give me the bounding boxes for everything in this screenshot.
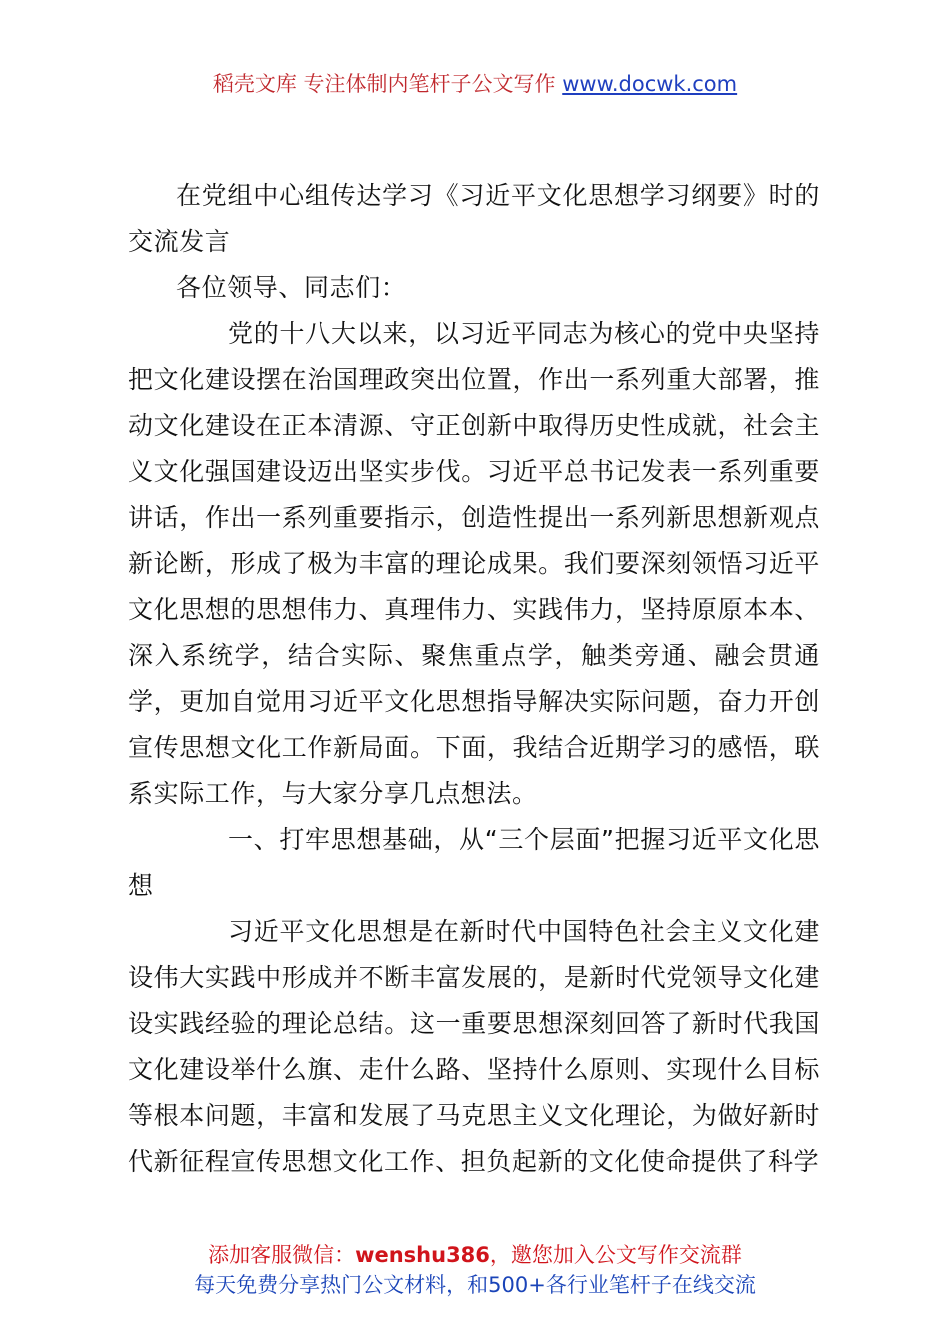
footer-wechat-id: wenshu386 [355,1243,490,1267]
footer-wechat-prefix: 添加客服微信： [208,1243,356,1267]
page-footer [0,1240,950,1300]
footer-wechat-line [0,1240,950,1270]
document-title: 在党组中心组传达学习《习近平文化思想学习纲要》时的交流发言 [128,181,820,256]
header-website-link[interactable]: www.docwk.com [562,72,738,96]
document-body [128,173,820,1185]
section-heading-1: 一、打牢思想基础，从“三个层面”把握习近平文化思想 [128,825,820,900]
footer-share-line: 每天免费分享热门公文材料，和500+各行业笔杆子在线交流 [194,1273,756,1297]
greeting: 各位领导、同志们： [176,273,407,302]
page-header [0,70,950,98]
paragraph-intro: 党的十八大以来，以习近平同志为核心的党中央坚持把文化建设摆在治国理政突出位置，作出一系列重大部署，推动文化建设在正本清源、守正创新中取得历史性成就，社会主义文化强国建设迈出坚实步伐。习近平总书记发表一系列重要讲话，作出一系列重要指示，创造性提出一系列新思想新观点新论断，形成了极为丰富的理论成果。我们要深刻领悟习近平文化思想的思想伟力、真理伟力、实践伟力，坚持原原本本、深入系统学，结合实际、聚焦重点学，触类旁通、融会贯通学，更加自觉用习近平文化思想指导解决实际问题，奋力开创宣传思想文化工作新局面。下面，我结合近期学习的感悟，联系实际工作，与大家分享几点想法。 [128,319,820,808]
header-brand: 稻壳文库 专注体制内笔杆子公文写作 [212,72,556,96]
footer-wechat-suffix: ，邀您加入公文写作交流群 [489,1243,742,1267]
paragraph-section-1: 习近平文化思想是在新时代中国特色社会主义文化建设伟大实践中形成并不断丰富发展的，是新时代党领导文化建设实践经验的理论总结。这一重要思想深刻回答了新时代我国文化建设举什么旗、走什么路、坚持什么原则、实现什么目标等根本问题，丰富和发展了马克思主义文化理论，为做好新时代新征程宣传思想文化工作、担负起新的文化使命提供了科学 [128,917,820,1176]
